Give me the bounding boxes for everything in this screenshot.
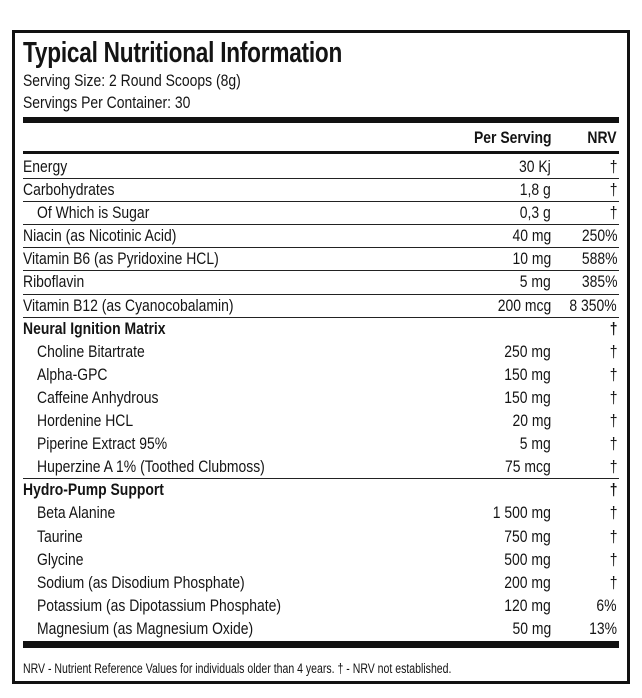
- per-serving-amount: 5 mg: [520, 272, 551, 292]
- nutrient-name: Caffeine Anhydrous: [37, 387, 159, 407]
- nutrient-row: [23, 595, 619, 618]
- nutrient-name: Vitamin B6 (as Pyridoxine HCL): [23, 249, 219, 269]
- footnote: NRV - Nutrient Reference Values for individuals older than 4 years. † - NRV not established.: [23, 661, 452, 676]
- per-serving-amount: 150 mg: [504, 364, 551, 384]
- nutrient-table: [23, 156, 619, 641]
- nutrient-row: [23, 433, 619, 456]
- per-serving-amount: 30 Kj: [519, 157, 551, 176]
- nrv-value: 250%: [581, 226, 617, 246]
- nrv-value: 385%: [581, 272, 617, 292]
- nrv-value: †: [609, 526, 617, 546]
- nutrient-row: [23, 410, 619, 433]
- per-serving-amount: 500 mg: [504, 549, 551, 569]
- nrv-value: 588%: [581, 249, 617, 269]
- column-header-row: [23, 125, 619, 151]
- nrv-value: †: [609, 480, 617, 500]
- nrv-value: †: [609, 434, 617, 454]
- nutrient-row: [23, 271, 619, 294]
- nrv-value: †: [609, 341, 617, 361]
- nutrient-row: [23, 248, 619, 271]
- per-serving-amount: 250 mg: [504, 341, 551, 361]
- nutrient-row: [23, 295, 619, 318]
- nrv-value: †: [609, 157, 617, 176]
- per-serving-amount: 50 mg: [512, 618, 551, 638]
- nrv-value: †: [609, 457, 617, 477]
- nrv-value: 13%: [589, 618, 617, 638]
- per-serving-amount: 200 mcg: [497, 295, 551, 315]
- nutrient-row: [23, 502, 619, 525]
- nutrition-label: [12, 30, 630, 684]
- nrv-value: †: [609, 203, 617, 223]
- thick-divider: [23, 117, 619, 123]
- per-serving-amount: 1 500 mg: [492, 503, 551, 523]
- per-serving-amount: 0,3 g: [519, 203, 551, 223]
- nutrient-row: [23, 202, 619, 225]
- serving-size: Serving Size: 2 Round Scoops (8g): [23, 71, 241, 90]
- nutrient-row: [23, 572, 619, 595]
- nutrient-name: Alpha-GPC: [37, 364, 108, 384]
- thick-divider-bottom: [23, 641, 619, 648]
- per-serving-amount: 120 mg: [504, 595, 551, 615]
- per-serving-amount: 1,8 g: [519, 180, 551, 200]
- nutrient-name: Hydro-Pump Support: [23, 480, 164, 500]
- section-header-row: [23, 479, 619, 502]
- nutrient-name: Carbohydrates: [23, 180, 115, 200]
- per-serving-amount: 40 mg: [512, 226, 551, 246]
- nutrient-row: [23, 456, 619, 479]
- nrv-value: †: [609, 387, 617, 407]
- per-serving-amount: 150 mg: [504, 387, 551, 407]
- nutrient-row: [23, 387, 619, 410]
- header-divider: [23, 151, 619, 154]
- nrv-value: †: [609, 364, 617, 384]
- nutrient-name: Potassium (as Dipotassium Phosphate): [37, 595, 282, 615]
- nutrient-name: Niacin (as Nicotinic Acid): [23, 226, 177, 246]
- nutrient-row: [23, 156, 619, 179]
- per-serving-amount: 20 mg: [512, 411, 551, 431]
- nrv-value: †: [609, 180, 617, 200]
- nrv-value: †: [609, 549, 617, 569]
- nutrient-row: [23, 225, 619, 248]
- nrv-value: †: [609, 318, 617, 338]
- per-serving-amount: 200 mg: [504, 572, 551, 592]
- nutrient-name: Magnesium (as Magnesium Oxide): [37, 618, 254, 638]
- section-header-row: [23, 318, 619, 341]
- per-serving-amount: 750 mg: [504, 526, 551, 546]
- nutrient-name: Of Which is Sugar: [37, 203, 150, 223]
- nutrient-name: Riboflavin: [23, 272, 85, 292]
- nutrient-name: Beta Alanine: [37, 503, 116, 523]
- per-serving-amount: 10 mg: [512, 249, 551, 269]
- per-serving-amount: 5 mg: [520, 434, 551, 454]
- nutrient-row: [23, 341, 619, 364]
- nutrient-name: Choline Bitartrate: [37, 341, 145, 361]
- nrv-header: NRV: [587, 128, 617, 147]
- nutrient-name: Piperine Extract 95%: [37, 434, 168, 454]
- nutrient-row: [23, 179, 619, 202]
- nutrient-row: [23, 618, 619, 641]
- nutrient-name: Energy: [23, 157, 68, 176]
- per-serving-amount: 75 mcg: [505, 457, 551, 477]
- nutrient-row: [23, 526, 619, 549]
- per-serving-header: Per Serving: [473, 128, 551, 147]
- nrv-value: 8 350%: [569, 295, 617, 315]
- nutrient-row: [23, 364, 619, 387]
- nutrient-name: Vitamin B12 (as Cyanocobalamin): [23, 295, 234, 315]
- nrv-value: †: [609, 572, 617, 592]
- nrv-value: †: [609, 503, 617, 523]
- nrv-value: 6%: [596, 595, 617, 615]
- nutrient-name: Huperzine A 1% (Toothed Clubmoss): [37, 457, 265, 477]
- nutrient-name: Taurine: [37, 526, 83, 546]
- label-title: Typical Nutritional Information: [23, 37, 343, 69]
- nutrient-name: Glycine: [37, 549, 84, 569]
- servings-per-container: Servings Per Container: 30: [23, 93, 191, 112]
- nutrient-name: Sodium (as Disodium Phosphate): [37, 572, 245, 592]
- nutrient-row: [23, 549, 619, 572]
- nutrient-name: Neural Ignition Matrix: [23, 318, 166, 338]
- nutrient-name: Hordenine HCL: [37, 411, 134, 431]
- nrv-value: †: [609, 411, 617, 431]
